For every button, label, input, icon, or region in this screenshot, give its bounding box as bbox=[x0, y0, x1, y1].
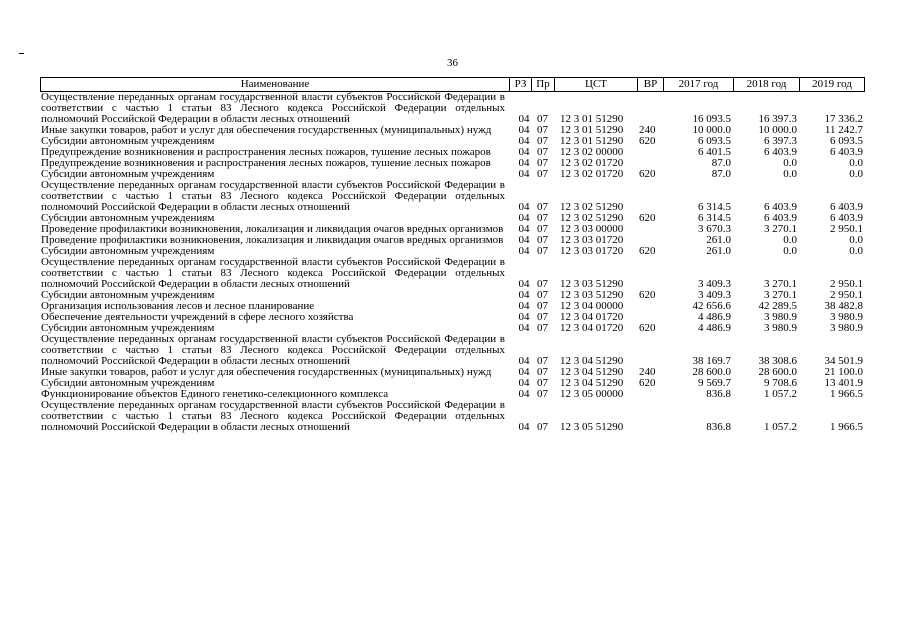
cell-y2017: 6 314.5 bbox=[698, 201, 731, 213]
cell-y2017: 38 169.7 bbox=[692, 355, 731, 367]
cell-vr: 620 bbox=[639, 212, 656, 224]
cell-cst: 12 3 05 51290 bbox=[560, 421, 624, 433]
cell-name: Субсидии автономным учреждениям bbox=[41, 168, 215, 180]
cell-rz: 04 bbox=[518, 168, 530, 180]
cell-pr: 07 bbox=[537, 388, 548, 400]
cell-cst: 12 3 03 00000 bbox=[560, 223, 624, 235]
cell-y2017: 16 093.5 bbox=[692, 113, 731, 125]
cell-y2017: 6 314.5 bbox=[698, 212, 731, 224]
cell-pr: 07 bbox=[537, 322, 548, 334]
cell-name: Осуществление переданных органам государственной власти субъектов Российской Федерации в соответствии с частью 1 статьи 83 Лесного кодекса Российской Федерации отдельных полномочий Российской Федерации в области лесных отношений bbox=[41, 333, 505, 367]
cell-y2018: 1 057.2 bbox=[764, 388, 797, 400]
cell-y2019: 2 950.1 bbox=[830, 223, 863, 235]
header-2018: 2018 год bbox=[733, 77, 799, 92]
cell-rz: 04 bbox=[518, 388, 530, 400]
cell-cst: 12 3 03 01720 bbox=[560, 234, 624, 246]
cell-vr: 620 bbox=[639, 168, 656, 180]
table-row bbox=[40, 257, 876, 290]
cell-cst: 12 3 04 51290 bbox=[560, 355, 624, 367]
cell-y2017: 87.0 bbox=[711, 168, 731, 180]
cell-y2018: 42 289.5 bbox=[758, 300, 797, 312]
cell-y2019: 21 100.0 bbox=[824, 366, 863, 378]
cell-y2018: 0.0 bbox=[783, 157, 797, 169]
cell-y2019: 6 403.9 bbox=[830, 146, 863, 158]
cell-pr: 07 bbox=[537, 289, 548, 301]
cell-cst: 12 3 01 51290 bbox=[560, 113, 624, 125]
cell-y2017: 9 569.7 bbox=[698, 377, 731, 389]
cell-pr: 07 bbox=[537, 113, 548, 125]
cell-name: Субсидии автономным учреждениям bbox=[41, 289, 215, 301]
cell-y2019: 2 950.1 bbox=[830, 289, 863, 301]
cell-y2018: 6 403.9 bbox=[764, 201, 797, 213]
cell-cst: 12 3 01 51290 bbox=[560, 135, 624, 147]
cell-rz: 04 bbox=[518, 223, 530, 235]
cell-rz: 04 bbox=[518, 377, 530, 389]
cell-y2019: 6 403.9 bbox=[830, 201, 863, 213]
cell-cst: 12 3 04 51290 bbox=[560, 377, 624, 389]
cell-name: Осуществление переданных органам государственной власти субъектов Российской Федерации в соответствии с частью 1 статьи 83 Лесного кодекса Российской Федерации отдельных полномочий Российской Федерации в области лесных отношений bbox=[41, 256, 505, 290]
cell-cst: 12 3 01 51290 bbox=[560, 124, 624, 136]
cell-y2017: 42 656.6 bbox=[692, 300, 731, 312]
cell-cst: 12 3 02 51290 bbox=[560, 212, 624, 224]
cell-name: Проведение профилактики возникновения, локализация и ликвидация очагов вредных организмов bbox=[41, 223, 504, 235]
cell-cst: 12 3 02 51290 bbox=[560, 201, 624, 213]
cell-y2018: 16 397.3 bbox=[758, 113, 797, 125]
cell-rz: 04 bbox=[518, 300, 530, 312]
cell-y2019: 1 966.5 bbox=[830, 388, 863, 400]
cell-pr: 07 bbox=[537, 377, 548, 389]
cell-vr: 620 bbox=[639, 289, 656, 301]
cell-y2019: 2 950.1 bbox=[830, 278, 863, 290]
cell-y2019: 3 980.9 bbox=[830, 311, 863, 323]
cell-y2017: 4 486.9 bbox=[698, 311, 731, 323]
cell-pr: 07 bbox=[537, 421, 548, 433]
cell-cst: 12 3 05 00000 bbox=[560, 388, 624, 400]
cell-pr: 07 bbox=[537, 311, 548, 323]
cell-rz: 04 bbox=[518, 322, 530, 334]
cell-y2019: 38 482.8 bbox=[824, 300, 863, 312]
cell-cst: 12 3 02 01720 bbox=[560, 168, 624, 180]
cell-vr: 620 bbox=[639, 377, 656, 389]
cell-y2018: 28 600.0 bbox=[758, 366, 797, 378]
cell-pr: 07 bbox=[537, 135, 548, 147]
cell-y2017: 836.8 bbox=[706, 388, 731, 400]
cell-rz: 04 bbox=[518, 113, 530, 125]
cell-name: Предупреждение возникновения и распространения лесных пожаров, тушение лесных пожаров bbox=[41, 146, 491, 158]
header-2019: 2019 год bbox=[799, 77, 865, 92]
cell-rz: 04 bbox=[518, 311, 530, 323]
cell-name: Осуществление переданных органам государственной власти субъектов Российской Федерации в соответствии с частью 1 статьи 83 Лесного кодекса Российской Федерации отдельных полномочий Российской Федерации в области лесных отношений bbox=[41, 399, 505, 433]
cell-y2018: 6 403.9 bbox=[764, 212, 797, 224]
cell-y2018: 0.0 bbox=[783, 234, 797, 246]
cell-cst: 12 3 03 51290 bbox=[560, 289, 624, 301]
table-body bbox=[40, 92, 876, 433]
cell-y2019: 3 980.9 bbox=[830, 322, 863, 334]
table-row bbox=[40, 92, 876, 125]
header-cst: ЦСТ bbox=[554, 77, 637, 92]
cell-name: Субсидии автономным учреждениям bbox=[41, 245, 215, 257]
cell-y2019: 0.0 bbox=[849, 168, 863, 180]
cell-y2017: 3 670.3 bbox=[698, 223, 731, 235]
cell-vr: 620 bbox=[639, 135, 656, 147]
cell-name: Проведение профилактики возникновения, локализация и ликвидация очагов вредных организмов bbox=[41, 234, 504, 246]
table-row bbox=[40, 400, 876, 433]
cell-y2018: 1 057.2 bbox=[764, 421, 797, 433]
cell-y2017: 6 401.5 bbox=[698, 146, 731, 158]
cell-rz: 04 bbox=[518, 245, 530, 257]
cell-cst: 12 3 04 00000 bbox=[560, 300, 624, 312]
cell-vr: 240 bbox=[639, 366, 656, 378]
cell-y2017: 261.0 bbox=[706, 245, 731, 257]
cell-pr: 07 bbox=[537, 300, 548, 312]
cell-y2019: 6 093.5 bbox=[830, 135, 863, 147]
cell-y2017: 28 600.0 bbox=[692, 366, 731, 378]
cell-y2019: 0.0 bbox=[849, 234, 863, 246]
cell-y2019: 6 403.9 bbox=[830, 212, 863, 224]
cell-y2018: 6 403.9 bbox=[764, 146, 797, 158]
cell-pr: 07 bbox=[537, 168, 548, 180]
cell-cst: 12 3 04 01720 bbox=[560, 311, 624, 323]
header-rz: РЗ bbox=[509, 77, 531, 92]
header-pr: Пр bbox=[531, 77, 554, 92]
cell-y2017: 4 486.9 bbox=[698, 322, 731, 334]
cell-y2019: 1 966.5 bbox=[830, 421, 863, 433]
header-vr: ВР bbox=[637, 77, 663, 92]
cell-rz: 04 bbox=[518, 421, 530, 433]
cell-y2018: 3 980.9 bbox=[764, 322, 797, 334]
cell-y2018: 0.0 bbox=[783, 245, 797, 257]
cell-y2017: 87.0 bbox=[711, 157, 731, 169]
cell-rz: 04 bbox=[518, 366, 530, 378]
cell-rz: 04 bbox=[518, 289, 530, 301]
cell-name: Организация использования лесов и лесное планирование bbox=[41, 300, 315, 312]
cell-vr: 240 bbox=[639, 124, 656, 136]
cell-name: Иные закупки товаров, работ и услуг для обеспечения государственных (муниципальных) нужд bbox=[41, 366, 492, 378]
table-row bbox=[40, 180, 876, 213]
header-2017: 2017 год bbox=[663, 77, 733, 92]
cell-pr: 07 bbox=[537, 234, 548, 246]
cell-y2017: 261.0 bbox=[706, 234, 731, 246]
cell-y2018: 3 270.1 bbox=[764, 289, 797, 301]
cell-y2018: 38 308.6 bbox=[758, 355, 797, 367]
cell-pr: 07 bbox=[537, 223, 548, 235]
cell-y2019: 13 401.9 bbox=[824, 377, 863, 389]
cell-y2017: 6 093.5 bbox=[698, 135, 731, 147]
cell-pr: 07 bbox=[537, 157, 548, 169]
cell-y2019: 17 336.2 bbox=[824, 113, 863, 125]
cell-pr: 07 bbox=[537, 366, 548, 378]
cell-name: Субсидии автономным учреждениям bbox=[41, 322, 215, 334]
cell-cst: 12 3 04 01720 bbox=[560, 322, 624, 334]
cell-y2018: 0.0 bbox=[783, 168, 797, 180]
cell-name: Иные закупки товаров, работ и услуг для обеспечения государственных (муниципальных) нужд bbox=[41, 124, 492, 136]
page-number: 36 bbox=[447, 57, 458, 69]
cell-rz: 04 bbox=[518, 201, 530, 213]
cell-rz: 04 bbox=[518, 234, 530, 246]
cell-rz: 04 bbox=[518, 278, 530, 290]
cell-y2018: 10 000.0 bbox=[758, 124, 797, 136]
cell-rz: 04 bbox=[518, 146, 530, 158]
cell-cst: 12 3 03 01720 bbox=[560, 245, 624, 257]
cell-rz: 04 bbox=[518, 135, 530, 147]
cell-rz: 04 bbox=[518, 157, 530, 169]
cell-name: Субсидии автономным учреждениям bbox=[41, 135, 215, 147]
table-header bbox=[40, 77, 876, 92]
budget-table bbox=[40, 77, 876, 433]
cell-y2019: 34 501.9 bbox=[824, 355, 863, 367]
cell-pr: 07 bbox=[537, 278, 548, 290]
cell-y2018: 6 397.3 bbox=[764, 135, 797, 147]
cell-cst: 12 3 03 51290 bbox=[560, 278, 624, 290]
cell-y2017: 10 000.0 bbox=[692, 124, 731, 136]
cell-pr: 07 bbox=[537, 201, 548, 213]
cell-y2018: 3 270.1 bbox=[764, 278, 797, 290]
cell-vr: 620 bbox=[639, 245, 656, 257]
cell-vr: 620 bbox=[639, 322, 656, 334]
cell-name: Осуществление переданных органам государственной власти субъектов Российской Федерации в соответствии с частью 1 статьи 83 Лесного кодекса Российской Федерации отдельных полномочий Российской Федерации в области лесных отношений bbox=[41, 91, 505, 125]
cell-pr: 07 bbox=[537, 355, 548, 367]
cell-name: Субсидии автономным учреждениям bbox=[41, 377, 215, 389]
cell-name: Осуществление переданных органам государственной власти субъектов Российской Федерации в соответствии с частью 1 статьи 83 Лесного кодекса Российской Федерации отдельных полномочий Российской Федерации в области лесных отношений bbox=[41, 179, 505, 213]
cell-y2017: 836.8 bbox=[706, 421, 731, 433]
cell-pr: 07 bbox=[537, 146, 548, 158]
cell-y2018: 3 980.9 bbox=[764, 311, 797, 323]
cell-name: Обеспечение деятельности учреждений в сфере лесного хозяйства bbox=[41, 311, 354, 323]
cell-pr: 07 bbox=[537, 124, 548, 136]
cell-cst: 12 3 02 00000 bbox=[560, 146, 624, 158]
cell-y2018: 9 708.6 bbox=[764, 377, 797, 389]
header-name: Наименование bbox=[40, 77, 509, 92]
cell-name: Функционирование объектов Единого генетико-селекционного комплекса bbox=[41, 388, 389, 400]
cell-pr: 07 bbox=[537, 245, 548, 257]
cell-cst: 12 3 02 01720 bbox=[560, 157, 624, 169]
cell-cst: 12 3 04 51290 bbox=[560, 366, 624, 378]
margin-mark bbox=[19, 53, 24, 54]
cell-y2019: 0.0 bbox=[849, 157, 863, 169]
cell-y2017: 3 409.3 bbox=[698, 278, 731, 290]
cell-rz: 04 bbox=[518, 355, 530, 367]
cell-y2019: 11 242.7 bbox=[824, 124, 863, 136]
cell-name: Предупреждение возникновения и распространения лесных пожаров, тушение лесных пожаров bbox=[41, 157, 491, 169]
cell-y2018: 3 270.1 bbox=[764, 223, 797, 235]
cell-rz: 04 bbox=[518, 212, 530, 224]
cell-pr: 07 bbox=[537, 212, 548, 224]
cell-name: Субсидии автономным учреждениям bbox=[41, 212, 215, 224]
cell-y2019: 0.0 bbox=[849, 245, 863, 257]
cell-y2017: 3 409.3 bbox=[698, 289, 731, 301]
cell-rz: 04 bbox=[518, 124, 530, 136]
table-row bbox=[40, 334, 876, 367]
